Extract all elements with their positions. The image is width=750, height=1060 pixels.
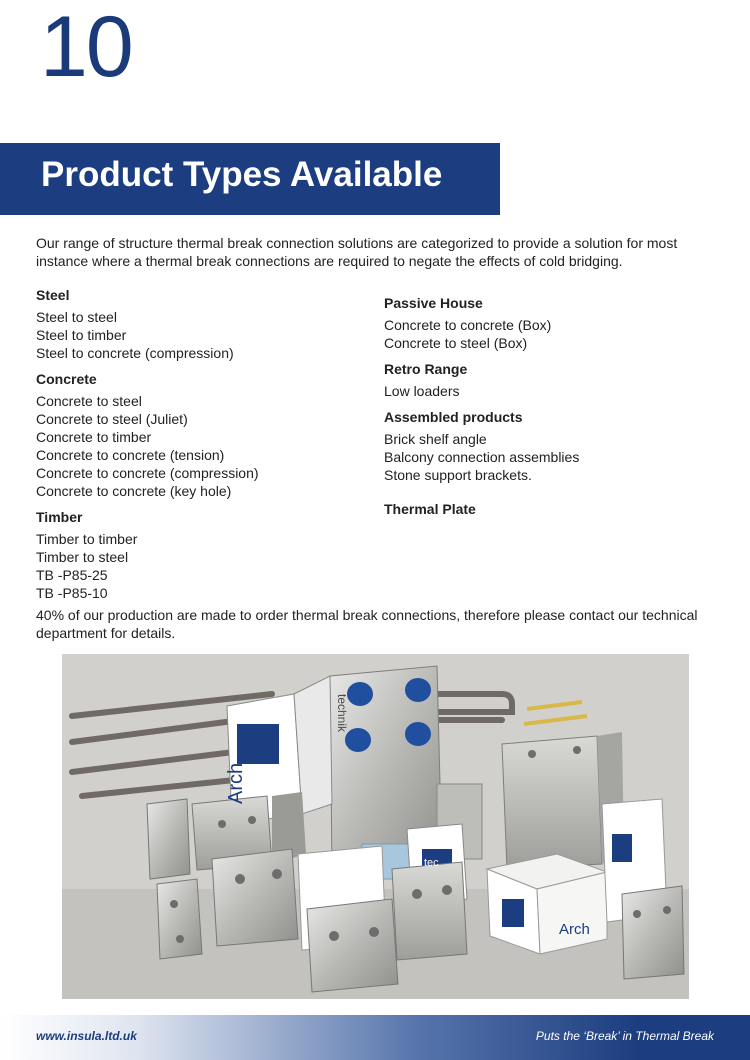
group-heading: Retro Range — [384, 361, 468, 377]
product-item: Concrete to timber — [36, 429, 152, 445]
product-item: Steel to concrete (compression) — [36, 345, 234, 361]
product-group-timber — [36, 508, 376, 602]
product-group-assembled — [384, 408, 724, 484]
group-heading: Thermal Plate — [384, 501, 476, 517]
product-photo — [62, 654, 689, 999]
photo-brand-technik: technik — [335, 694, 349, 733]
photo-brand-arch: Arch — [225, 762, 247, 804]
intro-paragraph: Our range of structure thermal break connection solutions are categorized to provide a solution for most instance where a thermal break connections are required to negate the effects of cold bridging. — [36, 235, 678, 269]
product-item: Timber to steel — [36, 549, 129, 565]
footer-bar — [0, 1015, 750, 1060]
made-to-order-note: 40% of our production are made to order thermal break connections, therefore please contact our technical department for details. — [36, 607, 698, 641]
product-item: Steel to timber — [36, 327, 127, 343]
product-item: Concrete to concrete (tension) — [36, 447, 225, 463]
product-item: Concrete to concrete (compression) — [36, 465, 259, 481]
product-item: Balcony connection assemblies — [384, 449, 580, 465]
product-group-retro-range — [384, 360, 724, 400]
product-item: Concrete to concrete (Box) — [384, 317, 552, 333]
product-item: Steel to steel — [36, 309, 117, 325]
product-item: Concrete to concrete (key hole) — [36, 483, 232, 499]
product-item: Concrete to steel (Juliet) — [36, 411, 188, 427]
group-heading: Assembled products — [384, 409, 523, 425]
footer-website-link[interactable]: www.insula.ltd.uk — [36, 1029, 137, 1043]
product-item: Timber to timber — [36, 531, 138, 547]
product-item: TB -P85-10 — [36, 585, 108, 601]
product-list-left — [36, 286, 376, 606]
product-item: Low loaders — [384, 383, 460, 399]
group-heading: Passive House — [384, 295, 483, 311]
product-item: Brick shelf angle — [384, 431, 487, 447]
photo-brand-arch-cube: Arch — [559, 921, 590, 938]
product-group-passive-house — [384, 294, 724, 352]
product-item: Stone support brackets. — [384, 467, 532, 483]
footer-slogan: Puts the ‘Break’ in Thermal Break — [535, 1029, 714, 1043]
page-number: 10 — [40, 0, 132, 95]
product-item: Concrete to steel — [36, 393, 142, 409]
product-group-steel — [36, 286, 376, 362]
title-banner — [0, 143, 500, 215]
page-title: Product Types Available — [41, 155, 443, 194]
product-list-right — [384, 294, 724, 522]
group-heading: Concrete — [36, 371, 97, 387]
photo-brand-tec: tec — [424, 857, 439, 869]
product-item: Concrete to steel (Box) — [384, 335, 528, 351]
product-group-concrete — [36, 370, 376, 500]
group-heading: Steel — [36, 287, 70, 303]
product-group-thermal-plate — [384, 500, 724, 518]
product-photo-illustration — [62, 654, 689, 999]
product-item: TB -P85-25 — [36, 567, 108, 583]
group-heading: Timber — [36, 509, 83, 525]
